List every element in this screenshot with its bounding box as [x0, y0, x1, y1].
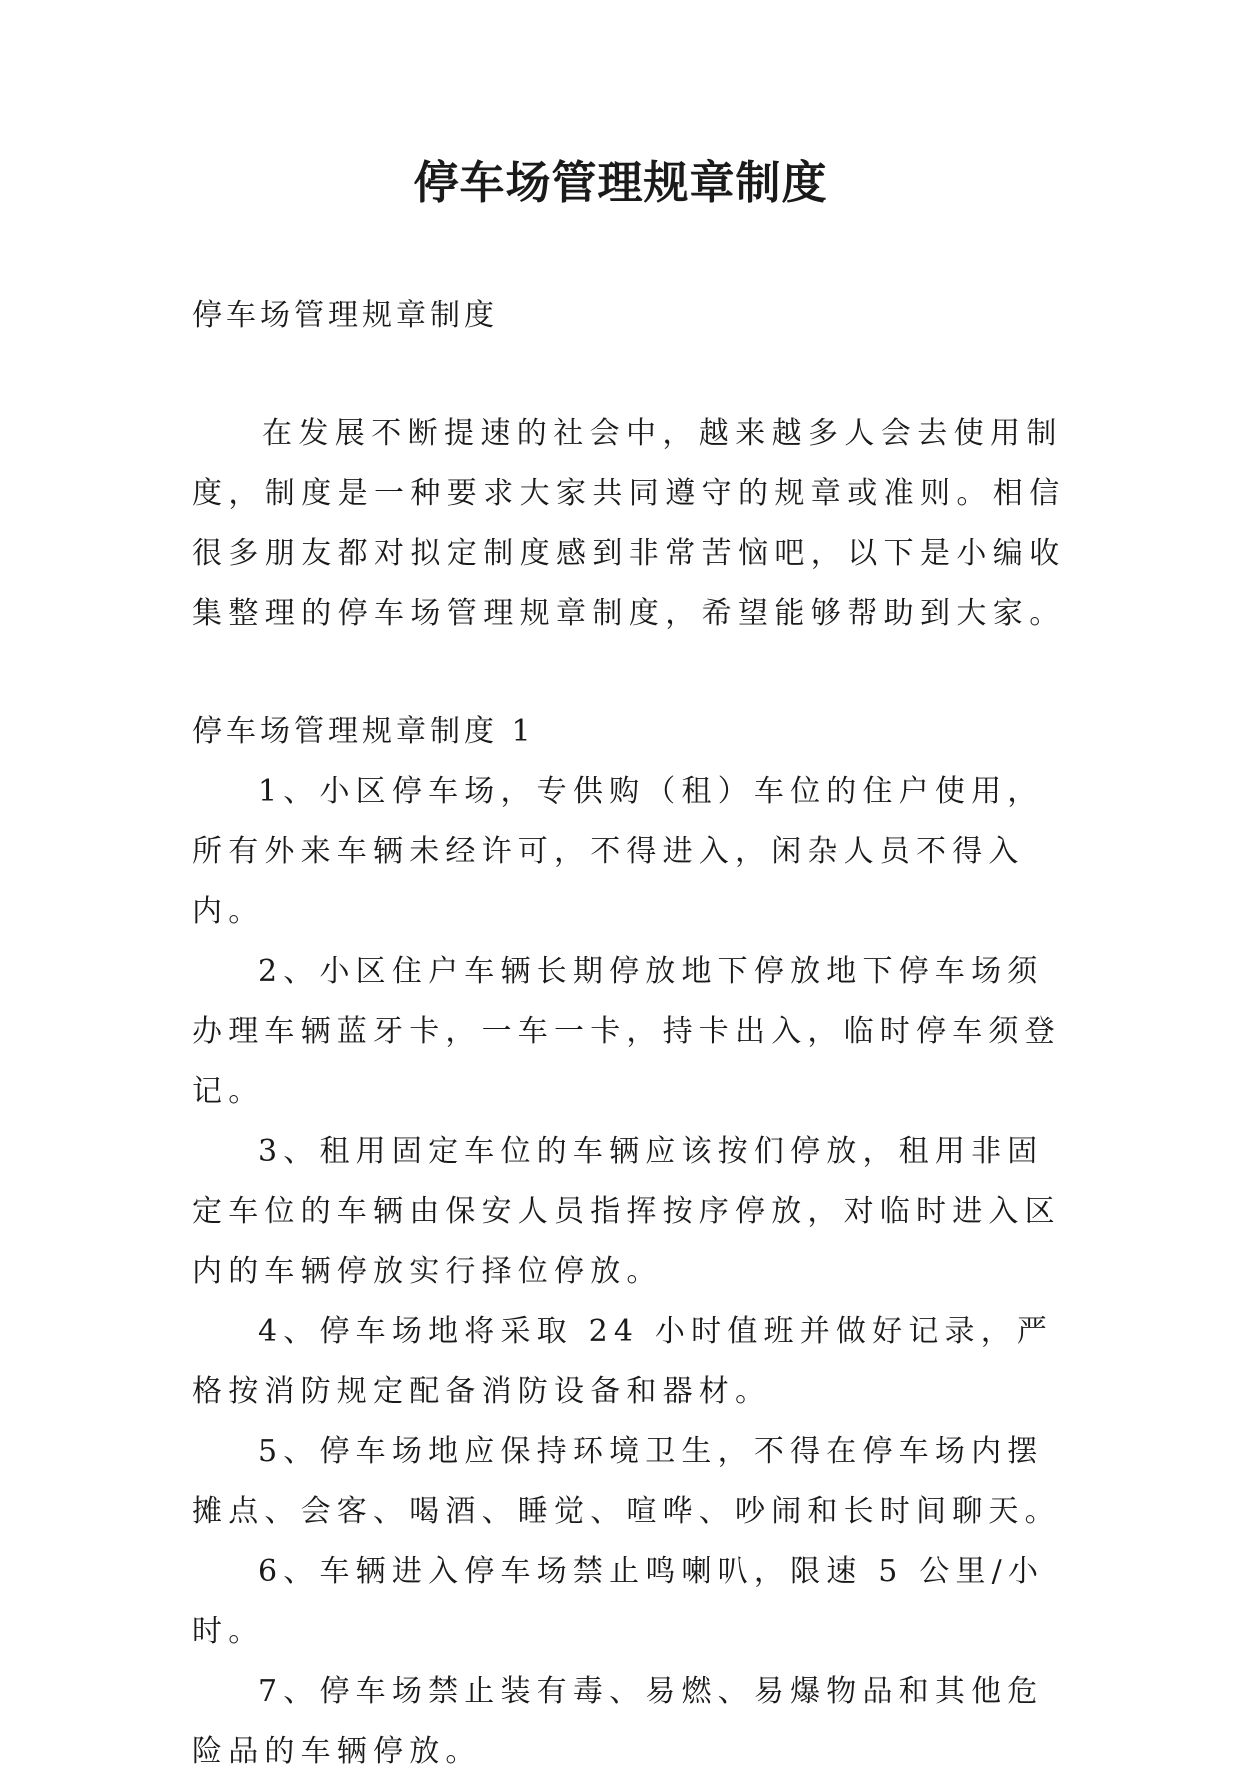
intro-paragraph: 在发展不断提速的社会中，越来越多人会去使用制度，制度是一种要求大家共同遵守的规章或准则。相信很多朋友都对拟定制度感到非常苦恼吧，以下是小编收集整理的停车场管理规章制度，希望能够帮助到大家。 — [192, 416, 1066, 631]
document-title: 停车场管理规章制度 — [413, 156, 828, 209]
section-heading: 停车场管理规章制度 1 — [192, 714, 535, 749]
document-subtitle: 停车场管理规章制度 — [192, 298, 498, 333]
rule-item-1: 1、小区停车场，专供购（租）车位的住户使用，所有外来车辆未经许可，不得进入，闲杂人员不得入内。 — [192, 774, 1044, 929]
rule-item-3: 3、租用固定车位的车辆应该按们停放，租用非固定车位的车辆由保安人员指挥按序停放，对临时进入区内的车辆停放实行择位停放。 — [192, 1134, 1061, 1289]
rule-item-2: 2、小区住户车辆长期停放地下停放地下停车场须办理车辆蓝牙卡，一车一卡，持卡出入，临时停车须登记。 — [192, 954, 1061, 1109]
document-body — [192, 286, 1072, 1782]
rule-item-4: 4、停车场地将采取 24 小时值班并做好记录，严格按消防规定配备消防设备和器材。 — [192, 1314, 1054, 1409]
rule-item-7: 7、停车场禁止装有毒、易燃、易爆物品和其他危险品的车辆停放。 — [192, 1674, 1044, 1769]
rule-item-6: 6、车辆进入停车场禁止鸣喇叭，限速 5 公里/小时。 — [192, 1554, 1045, 1649]
rule-item-5: 5、停车场地应保持环境卫生，不得在停车场内摆摊点、会客、喝酒、睡觉、喧哗、吵闹和长时间聊天。 — [192, 1434, 1061, 1529]
